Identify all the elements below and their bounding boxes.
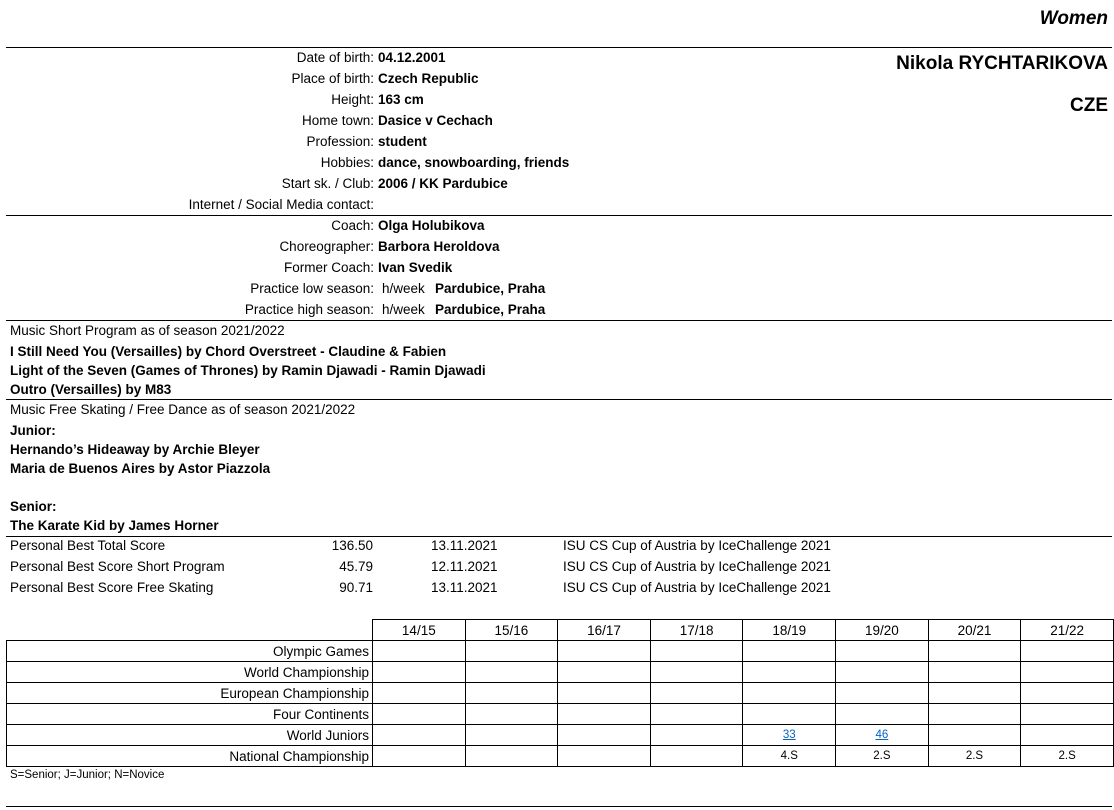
result-cell xyxy=(1021,683,1114,704)
pb-event: ISU CS Cup of Austria by IceChallenge 2021 xyxy=(563,538,831,553)
coach-label: Coach: xyxy=(331,218,374,233)
result-cell xyxy=(558,746,651,767)
result-cell xyxy=(558,641,651,662)
choreographer-value: Barbora Heroldova xyxy=(378,239,500,254)
result-cell xyxy=(465,704,558,725)
bio-value-place: Czech Republic xyxy=(378,71,479,86)
athlete-name: Nikola RYCHTARIKOVA xyxy=(896,53,1108,74)
result-cell xyxy=(373,746,466,767)
season-header: 18/19 xyxy=(743,620,836,641)
season-header: 14/15 xyxy=(373,620,466,641)
practice-low-value: Pardubice, Praha xyxy=(435,281,546,296)
bio-label-profession: Profession: xyxy=(306,134,374,149)
results-header-row xyxy=(7,620,1114,641)
result-cell xyxy=(373,704,466,725)
result-cell xyxy=(650,746,743,767)
music-short-line: I Still Need You (Versailles) by Chord Overstreet - Claudine & Fabien xyxy=(10,344,447,359)
pb-score: 136.50 xyxy=(331,538,373,553)
music-free-heading: Music Free Skating / Free Dance as of season 2021/2022 xyxy=(10,402,356,417)
bio-label-height: Height: xyxy=(331,92,374,107)
divider-music-free xyxy=(6,399,1112,400)
result-cell xyxy=(465,683,558,704)
result-cell xyxy=(465,725,558,746)
athlete-nation: CZE xyxy=(1070,95,1108,116)
event-label: European Championship xyxy=(7,683,373,704)
bio-value-club: 2006 / KK Pardubice xyxy=(378,176,508,191)
legend-text: S=Senior; J=Junior; N=Novice xyxy=(10,769,165,781)
former-coach-label: Former Coach: xyxy=(283,260,374,275)
season-header: 15/16 xyxy=(465,620,558,641)
result-cell xyxy=(836,683,929,704)
music-free-line: The Karate Kid by James Horner xyxy=(10,518,219,533)
music-short-line: Light of the Seven (Games of Thrones) by Ramin Djawadi - Ramin Djawadi xyxy=(10,363,486,378)
event-label: National Championship xyxy=(7,746,373,767)
result-cell xyxy=(373,662,466,683)
bio-label-dob: Date of birth: xyxy=(296,50,374,65)
bio-value-dob: 04.12.2001 xyxy=(378,50,446,65)
result-cell xyxy=(558,662,651,683)
result-cell xyxy=(928,662,1021,683)
bio-label-social: Internet / Social Media contact: xyxy=(188,197,374,212)
practice-low-prefix: h/week xyxy=(382,281,425,296)
results-header-blank xyxy=(7,620,373,641)
pb-date: 13.11.2021 xyxy=(431,580,498,595)
event-label: World Championship xyxy=(7,662,373,683)
season-header: 19/20 xyxy=(836,620,929,641)
result-cell xyxy=(465,641,558,662)
result-cell xyxy=(465,746,558,767)
divider-coaching xyxy=(6,215,1112,216)
season-header: 21/22 xyxy=(1021,620,1114,641)
pb-date: 12.11.2021 xyxy=(431,559,498,574)
practice-high-label: Practice high season: xyxy=(244,302,374,317)
result-cell xyxy=(558,704,651,725)
result-cell xyxy=(928,641,1021,662)
pb-label: Personal Best Score Free Skating xyxy=(10,580,214,595)
pb-label: Personal Best Score Short Program xyxy=(10,559,225,574)
pb-event: ISU CS Cup of Austria by IceChallenge 2021 xyxy=(563,580,831,595)
table-row xyxy=(7,746,1114,767)
pb-date: 13.11.2021 xyxy=(431,538,498,553)
world-juniors-1920-link[interactable]: 46 xyxy=(875,729,889,741)
result-cell xyxy=(1021,704,1114,725)
result-cell xyxy=(558,683,651,704)
music-free-line: Hernando’s Hideaway by Archie Bleyer xyxy=(10,442,260,457)
result-cell xyxy=(650,641,743,662)
practice-high-prefix: h/week xyxy=(382,302,425,317)
bio-label-hometown: Home town: xyxy=(301,113,374,128)
event-label: Four Continents xyxy=(7,704,373,725)
bio-label-club: Start sk. / Club: xyxy=(281,176,374,191)
result-cell-link xyxy=(743,725,836,746)
result-cell xyxy=(836,662,929,683)
bio-label-hobbies: Hobbies: xyxy=(320,155,374,170)
music-short-heading: Music Short Program as of season 2021/2022 xyxy=(10,323,285,338)
result-cell xyxy=(373,725,466,746)
pb-score: 90.71 xyxy=(339,580,373,595)
result-cell xyxy=(928,725,1021,746)
practice-high-value: Pardubice, Praha xyxy=(435,302,546,317)
table-row xyxy=(7,662,1114,683)
result-cell xyxy=(650,683,743,704)
event-label: Olympic Games xyxy=(7,641,373,662)
table-row xyxy=(7,641,1114,662)
practice-low-label: Practice low season: xyxy=(250,281,374,296)
season-header: 17/18 xyxy=(650,620,743,641)
result-cell: 2.S xyxy=(1021,746,1114,767)
result-cell: 4.S xyxy=(743,746,836,767)
bio-value-hobbies: dance, snowboarding, friends xyxy=(378,155,570,170)
result-cell xyxy=(558,725,651,746)
result-cell xyxy=(836,704,929,725)
music-free-line: Senior: xyxy=(10,499,57,514)
result-cell xyxy=(465,662,558,683)
result-cell xyxy=(373,641,466,662)
former-coach-value: Ivan Svedik xyxy=(378,260,453,275)
result-cell xyxy=(743,683,836,704)
bio-label-place: Place of birth: xyxy=(291,71,374,86)
event-label: World Juniors xyxy=(7,725,373,746)
bio-value-hometown: Dasice v Cechach xyxy=(378,113,493,128)
result-cell xyxy=(1021,662,1114,683)
music-free-line: Junior: xyxy=(10,423,56,438)
divider-music-short xyxy=(6,320,1112,321)
table-row xyxy=(7,725,1114,746)
season-header: 16/17 xyxy=(558,620,651,641)
result-cell xyxy=(1021,641,1114,662)
result-cell xyxy=(928,683,1021,704)
table-row xyxy=(7,683,1114,704)
divider-personal-bests xyxy=(6,536,1112,537)
result-cell xyxy=(650,704,743,725)
result-cell xyxy=(650,662,743,683)
pb-label: Personal Best Total Score xyxy=(10,538,166,553)
divider-top xyxy=(6,47,1112,48)
result-cell xyxy=(743,641,836,662)
result-cell xyxy=(743,704,836,725)
category-title: Women xyxy=(1039,8,1108,29)
result-cell xyxy=(650,725,743,746)
coach-value: Olga Holubikova xyxy=(378,218,485,233)
music-free-line: Maria de Buenos Aires by Astor Piazzola xyxy=(10,461,271,476)
result-cell: 2.S xyxy=(836,746,929,767)
result-cell xyxy=(743,662,836,683)
pb-score: 45.79 xyxy=(339,559,373,574)
pb-event: ISU CS Cup of Austria by IceChallenge 2021 xyxy=(563,559,831,574)
table-row xyxy=(7,704,1114,725)
result-cell: 2.S xyxy=(928,746,1021,767)
divider-bottom xyxy=(6,806,1112,807)
result-cell-link xyxy=(836,725,929,746)
world-juniors-1819-link[interactable]: 33 xyxy=(782,729,796,741)
result-cell xyxy=(1021,725,1114,746)
bio-value-profession: student xyxy=(378,134,427,149)
music-short-line: Outro (Versailles) by M83 xyxy=(10,382,172,397)
bio-value-height: 163 cm xyxy=(378,92,424,107)
result-cell xyxy=(836,641,929,662)
choreographer-label: Choreographer: xyxy=(279,239,374,254)
season-header: 20/21 xyxy=(928,620,1021,641)
result-cell xyxy=(373,683,466,704)
results-table xyxy=(6,619,1114,767)
result-cell xyxy=(928,704,1021,725)
